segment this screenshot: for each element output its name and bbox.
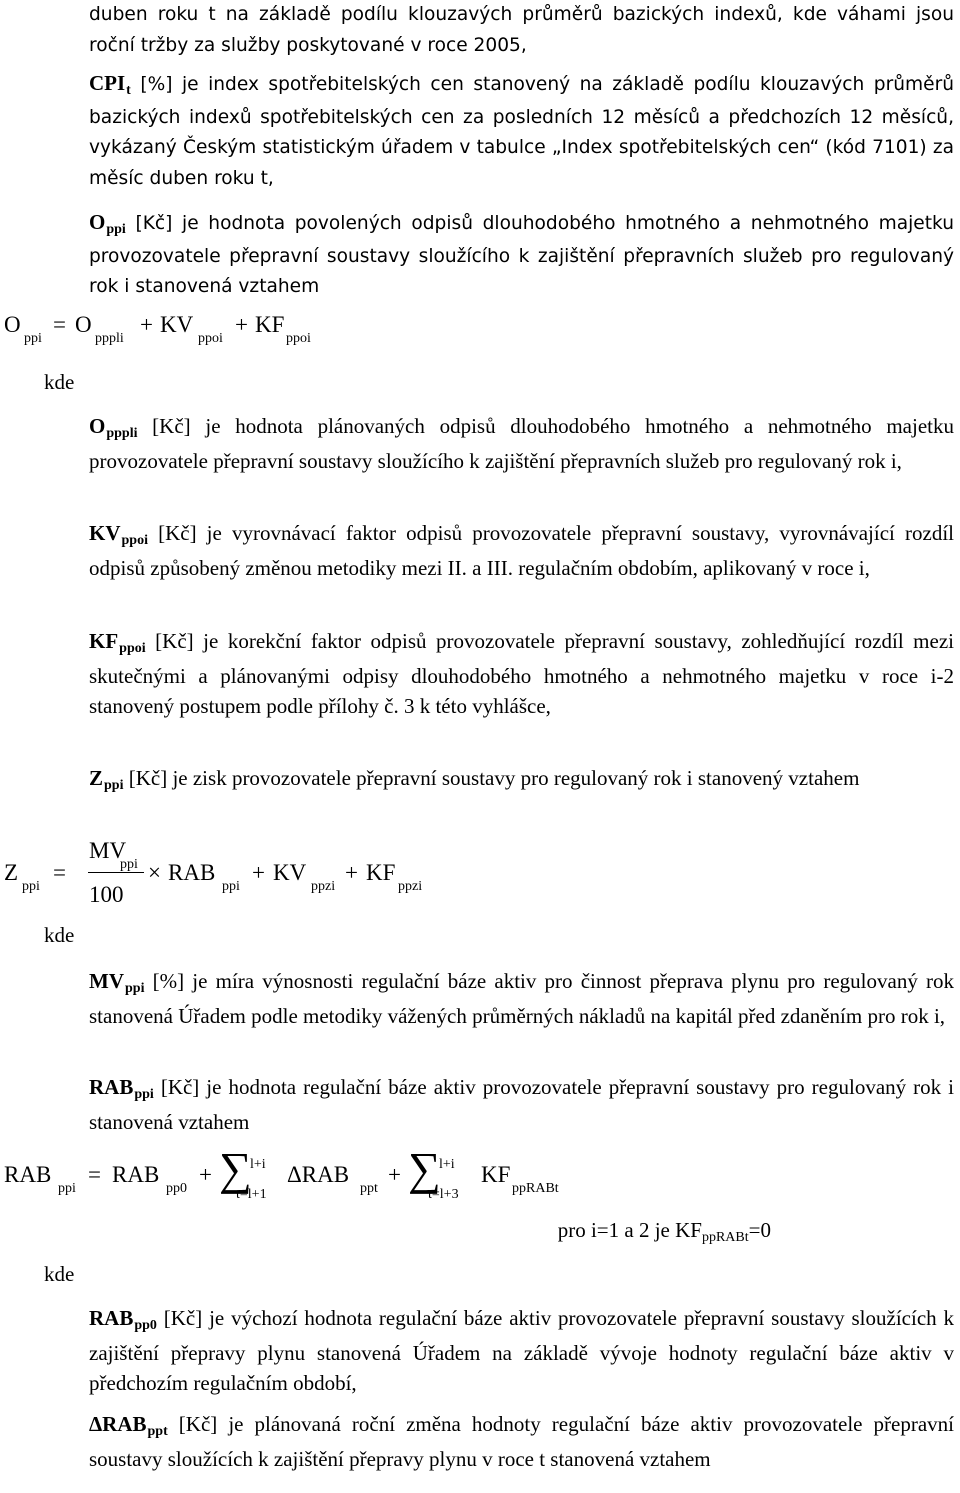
definition-o-ppi (89, 207, 954, 303)
definition-text: [Kč] je hodnota plánovaných odpisů dlouhodobého hmotného a nehmotného majetku provozovatele přepravní soustavy sloužícího k zajištění přepravních služeb pro regulovaný rok i, (89, 414, 954, 473)
eq-numerator: MV (89, 838, 127, 863)
eq-plus: + (140, 312, 153, 337)
kde-label: kde (44, 923, 75, 947)
condition-value: =0 (748, 1218, 771, 1242)
condition-note (558, 1215, 771, 1250)
sum-symbol: ∑ (219, 1143, 252, 1194)
kde-label: kde (44, 370, 75, 394)
eq-lhs-sub: ppi (58, 1181, 76, 1196)
eq-plus: + (235, 312, 248, 337)
equation-o-ppi (0, 310, 420, 370)
eq-plus: + (388, 1162, 401, 1187)
symbol-subscript: pppli (106, 426, 138, 441)
eq-equals: = (88, 1162, 101, 1187)
definition-o-pppli (89, 411, 954, 476)
definition-delta-rab-ppt (89, 1409, 954, 1474)
eq-plus: + (199, 1162, 212, 1187)
symbol-subscript: ppi (106, 222, 126, 237)
condition-text: pro i=1 a 2 je KF (557, 1218, 702, 1242)
definition-cpi (89, 68, 954, 194)
definition-text: [Kč] je výchozí hodnota regulační báze aktiv provozovatele přepravní soustavy sloužících k zajištění přepravy plynu stanovená Úřadem na základě vývoje hodnoty regulační báze aktiv v předchozím regulačním období, (89, 1306, 954, 1395)
eq-term-1: RAB (112, 1162, 160, 1187)
eq-numerator-sub: ppi (120, 857, 138, 872)
definition-text: [Kč] je plánovaná roční změna hodnoty regulační báze aktiv provozovatele přepravní soustavy sloužících k zajištění přepravy plynu v roce t stanovená vztahem (89, 1412, 954, 1471)
definition-rab-pp0 (89, 1303, 954, 1399)
symbol: MV (89, 969, 124, 993)
definition-text: [Kč] je zisk provozovatele přepravní soustavy pro regulovaný rok i stanovený vztahem (123, 766, 860, 790)
symbol: KF (89, 629, 119, 653)
sum-lower-limit: t=l+3 (428, 1187, 459, 1202)
symbol-subscript: ppoi (119, 641, 146, 656)
symbol-subscript: ppi (104, 778, 124, 793)
equation-rab-ppi (0, 1143, 600, 1206)
symbol: O (89, 210, 106, 234)
eq-term-2-sub: ppt (360, 1181, 378, 1196)
definition-text: [Kč] je hodnota regulační báze aktiv provozovatele přepravní soustavy pro regulovaný rok i stanovená vztahem (89, 1075, 954, 1134)
eq-times: × (148, 860, 161, 885)
symbol-subscript: pp0 (134, 1318, 157, 1333)
sum-lower-limit: t=l+1 (236, 1187, 267, 1202)
eq-denominator: 100 (89, 882, 124, 907)
sum-symbol: ∑ (408, 1143, 441, 1194)
eq-term-3: KF (366, 860, 396, 885)
eq-term-1-sub: pppli (95, 331, 124, 346)
eq-term-1: RAB (168, 860, 216, 885)
equation-z-ppi (0, 836, 460, 916)
eq-term-3-sub: ppRABt (512, 1181, 559, 1196)
eq-equals: = (53, 860, 66, 885)
eq-term-1-sub: ppi (222, 879, 240, 894)
definition-rab-ppi (89, 1072, 954, 1137)
eq-term-1-sub: pp0 (166, 1181, 187, 1196)
eq-term-2: KV (273, 860, 307, 885)
symbol: Z (89, 766, 104, 790)
eq-term-2: KV (160, 312, 194, 337)
symbol: O (89, 414, 106, 438)
paragraph-text: duben roku t na základě podílu klouzavých průměrů bazických indexů, kde váhami jsou roční tržby za služby poskytované v roce 2005, (89, 4, 954, 56)
definition-z-ppi (89, 763, 954, 798)
definition-text: [Kč] je vyrovnávací faktor odpisů provozovatele přepravní soustavy, vyrovnávající rozdíl odpisů způsobený změnou metodiky mezi II. a III. regulačním obdobím, aplikovaný v roce i, (89, 521, 954, 580)
definition-text: [%] je míra výnosnosti regulační báze aktiv pro činnost přeprava plynu pro regulovaný rok stanovená Úřadem podle metodiky vážených průměrných nákladů na kapitál před zdaněním pro rok i, (89, 969, 954, 1028)
fraction-bar (88, 872, 144, 873)
eq-lhs-sub: ppi (22, 879, 40, 894)
eq-term-2-sub: ppoi (198, 331, 223, 346)
eq-term-2-sub: ppzi (311, 879, 336, 894)
eq-term-3-sub: ppzi (398, 879, 423, 894)
eq-term-3: KF (481, 1162, 511, 1187)
symbol: RAB (89, 1075, 134, 1099)
definition-text: [Kč] je hodnota povolených odpisů dlouhodobého hmotného a nehmotného majetku provozovatele přepravní soustavy sloužícího k zajištění přepravních služeb pro regulovaný rok i stanovená vztahem (89, 213, 954, 297)
eq-equals: = (53, 312, 66, 337)
symbol: KV (89, 521, 121, 545)
symbol: RAB (89, 1306, 134, 1330)
eq-lhs-sub: ppi (24, 331, 42, 346)
eq-plus: + (345, 860, 358, 885)
eq-term-3: KF (255, 312, 285, 337)
eq-term-2: ΔRAB (287, 1162, 350, 1187)
definition-text: [%] je index spotřebitelských cen stanovený na základě podílu klouzavých průměrů bazických indexů spotřebitelských cen za posledních 12 měsíců a předchozích 12 měsíců, vykázaný Českým statistickým úřadem v tabulce „Index spotřebitelských cen“ (kód 7101) za měsíc duben roku t, (89, 74, 954, 189)
symbol-subscript: ppoi (121, 533, 148, 548)
eq-lhs: RAB (4, 1162, 52, 1187)
kde-label: kde (44, 1262, 75, 1286)
definition-kf-ppoi (89, 626, 954, 722)
eq-lhs: Z (4, 860, 19, 885)
eq-term-1: O (75, 312, 92, 337)
definition-text: [Kč] je korekční faktor odpisů provozovatele přepravní soustavy, zohledňující rozdíl mezi skutečnými a plánovanými odpisy dlouhodobého hmotného a nehmotného majetku v roce i-2 stanovený postupem podle přílohy č. 3 k této vyhlášce, (89, 629, 954, 718)
sum-upper-limit: l+i (250, 1157, 266, 1172)
symbol: CPI (89, 71, 126, 95)
condition-subscript: ppRABt (701, 1230, 749, 1245)
symbol-subscript: ppi (125, 981, 145, 996)
definition-kv-ppoi (89, 518, 954, 583)
eq-lhs: O (4, 312, 21, 337)
paragraph-continuation (89, 0, 954, 61)
symbol-subscript: ppi (134, 1087, 154, 1102)
symbol-subscript: ppt (147, 1424, 168, 1439)
sum-upper-limit: l+i (439, 1157, 455, 1172)
symbol-subscript: t (126, 83, 131, 98)
eq-plus: + (252, 860, 265, 885)
eq-term-3-sub: ppoi (286, 331, 311, 346)
symbol: ΔRAB (89, 1412, 147, 1436)
definition-mv-ppi (89, 966, 954, 1031)
